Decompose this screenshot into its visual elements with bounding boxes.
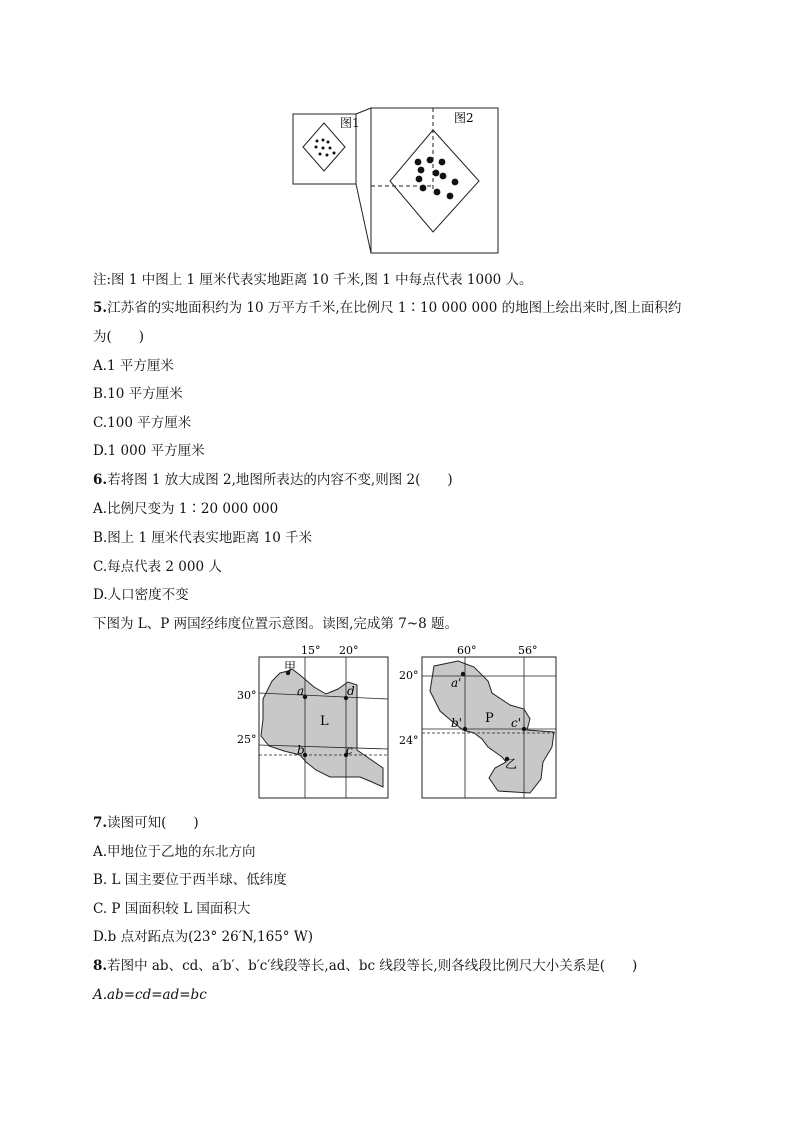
map-l-point-jia: 甲 xyxy=(284,660,297,674)
q6-option-d[interactable]: D.人口密度不变 xyxy=(93,587,189,603)
q6-option-a[interactable]: A.比例尺变为 1∶20 000 000 xyxy=(93,501,279,517)
map-p-point-c-prime: c' xyxy=(511,716,522,730)
map-p-country-label: P xyxy=(485,711,494,726)
fig2-label: 图2 xyxy=(454,111,474,125)
map-p-point-b-prime: b' xyxy=(451,716,462,730)
figure-note: 注:图 1 中图上 1 厘米代表实地距离 10 千米,图 1 中每点代表 1000 人。 xyxy=(93,272,533,288)
map-l-point-c: c xyxy=(346,743,353,757)
map-l-point-a: a xyxy=(297,684,305,698)
map-l-lon-20: 20° xyxy=(339,644,359,657)
map-p-point-a-prime: a' xyxy=(451,676,462,690)
q7-stem-text: 读图可知( ) xyxy=(107,815,199,831)
q8-stem xyxy=(93,957,637,975)
map-l-lat-30: 30° xyxy=(237,689,257,702)
q6-stem xyxy=(93,471,453,489)
q6-number: 6. xyxy=(93,472,108,488)
map-p-figure xyxy=(394,641,562,801)
q5-stem xyxy=(93,299,681,317)
q7-option-c[interactable]: C. P 国面积较 L 国面积大 xyxy=(93,901,251,917)
map-p-point-yi: 乙 xyxy=(505,757,518,771)
q5-stem-text: 江苏省的实地面积约为 10 万平方千米,在比例尺 1∶10 000 000 的地图上绘出来时,图上面积约 xyxy=(107,300,682,316)
q5-number: 5. xyxy=(93,300,108,316)
q6-stem-text: 若将图 1 放大成图 2,地图所表达的内容不变,则图 2( ) xyxy=(107,472,453,488)
q7-option-b[interactable]: B. L 国主要位于西半球、低纬度 xyxy=(93,872,287,888)
q7-stem xyxy=(93,814,199,832)
dot-map-figure xyxy=(290,106,502,256)
q6-option-c[interactable]: C.每点代表 2 000 人 xyxy=(93,559,222,575)
map-p-lon-56: 56° xyxy=(518,644,538,657)
map-l-point-b: b xyxy=(297,743,305,757)
q5-option-c[interactable]: C.100 平方厘米 xyxy=(93,415,192,431)
map-l-country-label: L xyxy=(320,714,329,729)
q5-option-d[interactable]: D.1 000 平方厘米 xyxy=(93,443,205,459)
fig1-label: 图1 xyxy=(340,116,360,130)
q7-option-a[interactable]: A.甲地位于乙地的东北方向 xyxy=(93,844,256,860)
q7-number: 7. xyxy=(93,815,108,831)
q8-stem-text: 若图中 ab、cd、a′b′、b′c′线段等长,ad、bc 线段等长,则各线段比例尺大小关系是( ) xyxy=(107,958,638,974)
map-l-figure xyxy=(230,641,392,801)
q8-number: 8. xyxy=(93,958,108,974)
q5-option-a[interactable]: A.1 平方厘米 xyxy=(93,358,174,374)
q8-option-a[interactable]: A.ab=cd=ad=bc xyxy=(93,987,207,1003)
map-l-lon-15: 15° xyxy=(301,644,321,657)
intro-7-8: 下图为 L、P 两国经纬度位置示意图。读图,完成第 7~8 题。 xyxy=(93,616,458,632)
q7-option-d[interactable]: D.b 点对跖点为(23° 26′N,165° W) xyxy=(93,929,313,945)
map-p-lon-60: 60° xyxy=(457,644,477,657)
map-l-lat-25: 25° xyxy=(237,733,257,746)
q6-option-b[interactable]: B.图上 1 厘米代表实地距离 10 千米 xyxy=(93,530,313,546)
q5-option-b[interactable]: B.10 平方厘米 xyxy=(93,386,183,402)
map-p-lat-24: 24° xyxy=(399,734,419,747)
q5-stem-line2: 为( ) xyxy=(93,329,145,345)
map-p-lat-20: 20° xyxy=(399,669,419,682)
map-l-point-d: d xyxy=(347,684,355,698)
